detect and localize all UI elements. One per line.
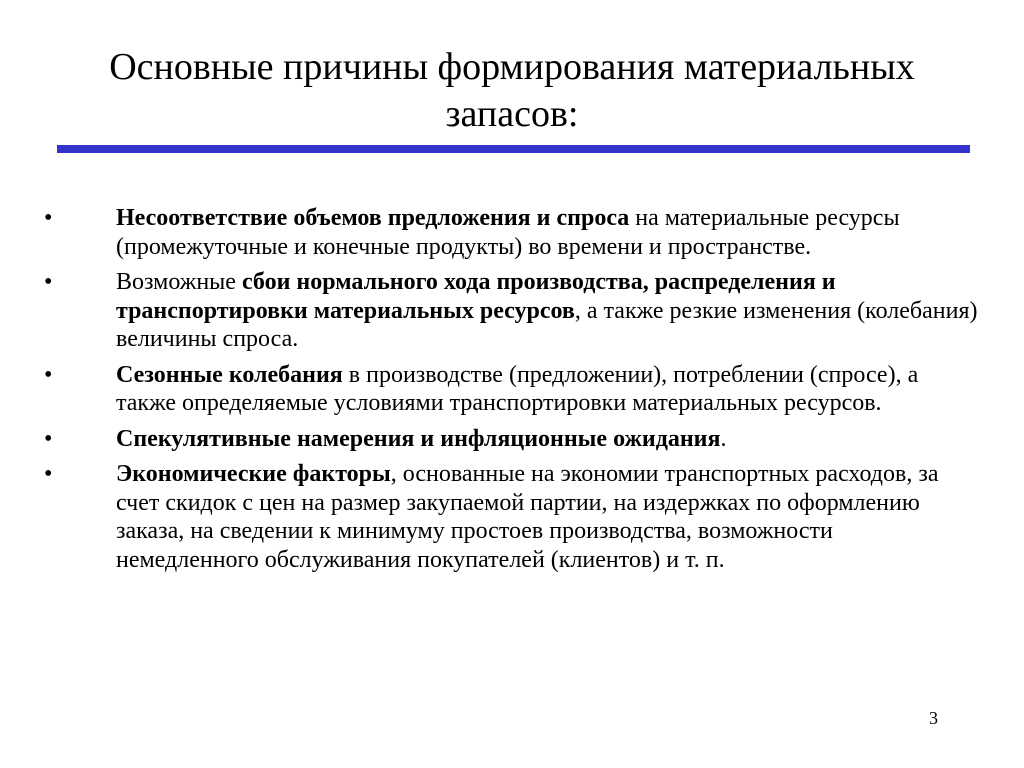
bullet-text xyxy=(116,269,977,352)
bullet-text-regular: , а также резкие изменения (колебания) величины спроса. xyxy=(116,297,978,352)
bullet-item xyxy=(44,425,979,454)
bullet-icon: • xyxy=(44,269,53,295)
bullet-item xyxy=(44,460,979,574)
bullet-text-bold: Сезонные колебания xyxy=(116,361,343,388)
bullet-text xyxy=(116,461,938,573)
bullet-text-bold: сбои нормального хода производства, распределения и транспортировки материальных ресурсов xyxy=(116,269,836,324)
page-number: 3 xyxy=(929,708,938,728)
bullet-icon: • xyxy=(44,461,53,487)
bullet-text xyxy=(116,426,726,452)
bullet-icon: • xyxy=(44,205,53,231)
bullet-text-regular: . xyxy=(720,425,727,452)
bullet-list xyxy=(44,204,979,581)
bullet-text-regular: на материальные ресурсы (промежуточные и конечные продукты) во времени и пространстве. xyxy=(116,205,900,260)
bullet-text-bold: Несоответствие объемов предложения и спроса xyxy=(116,205,630,231)
bullet-item xyxy=(44,268,979,354)
bullet-icon: • xyxy=(44,361,53,388)
bullet-text xyxy=(116,362,918,417)
bullet-text-bold: Экономические факторы xyxy=(116,461,391,487)
bullet-item xyxy=(44,204,979,261)
bullet-text-regular: в производстве (предложении), потреблении (спросе), а также определяемые условиями транспортировки материальных ресурсов. xyxy=(116,361,919,416)
bullet-text-regular: , основанные на экономии транспортных расходов, за счет скидок с цен на размер закупаемой партии, на издержках по оформлению заказа, на сведении к минимуму простоев производства, возможности немедленного обслуживания покупателей (клиентов) и т. п. xyxy=(116,461,939,573)
title-underline xyxy=(57,145,970,153)
slide-title: Основные причины формирования материальных запасов: xyxy=(109,46,915,135)
bullet-icon: • xyxy=(44,425,53,452)
bullet-item xyxy=(44,361,979,418)
bullet-text xyxy=(116,205,900,260)
bullet-text-bold: Спекулятивные намерения и инфляционные ожидания xyxy=(116,425,721,452)
bullet-text-regular: Возможные xyxy=(116,269,242,295)
